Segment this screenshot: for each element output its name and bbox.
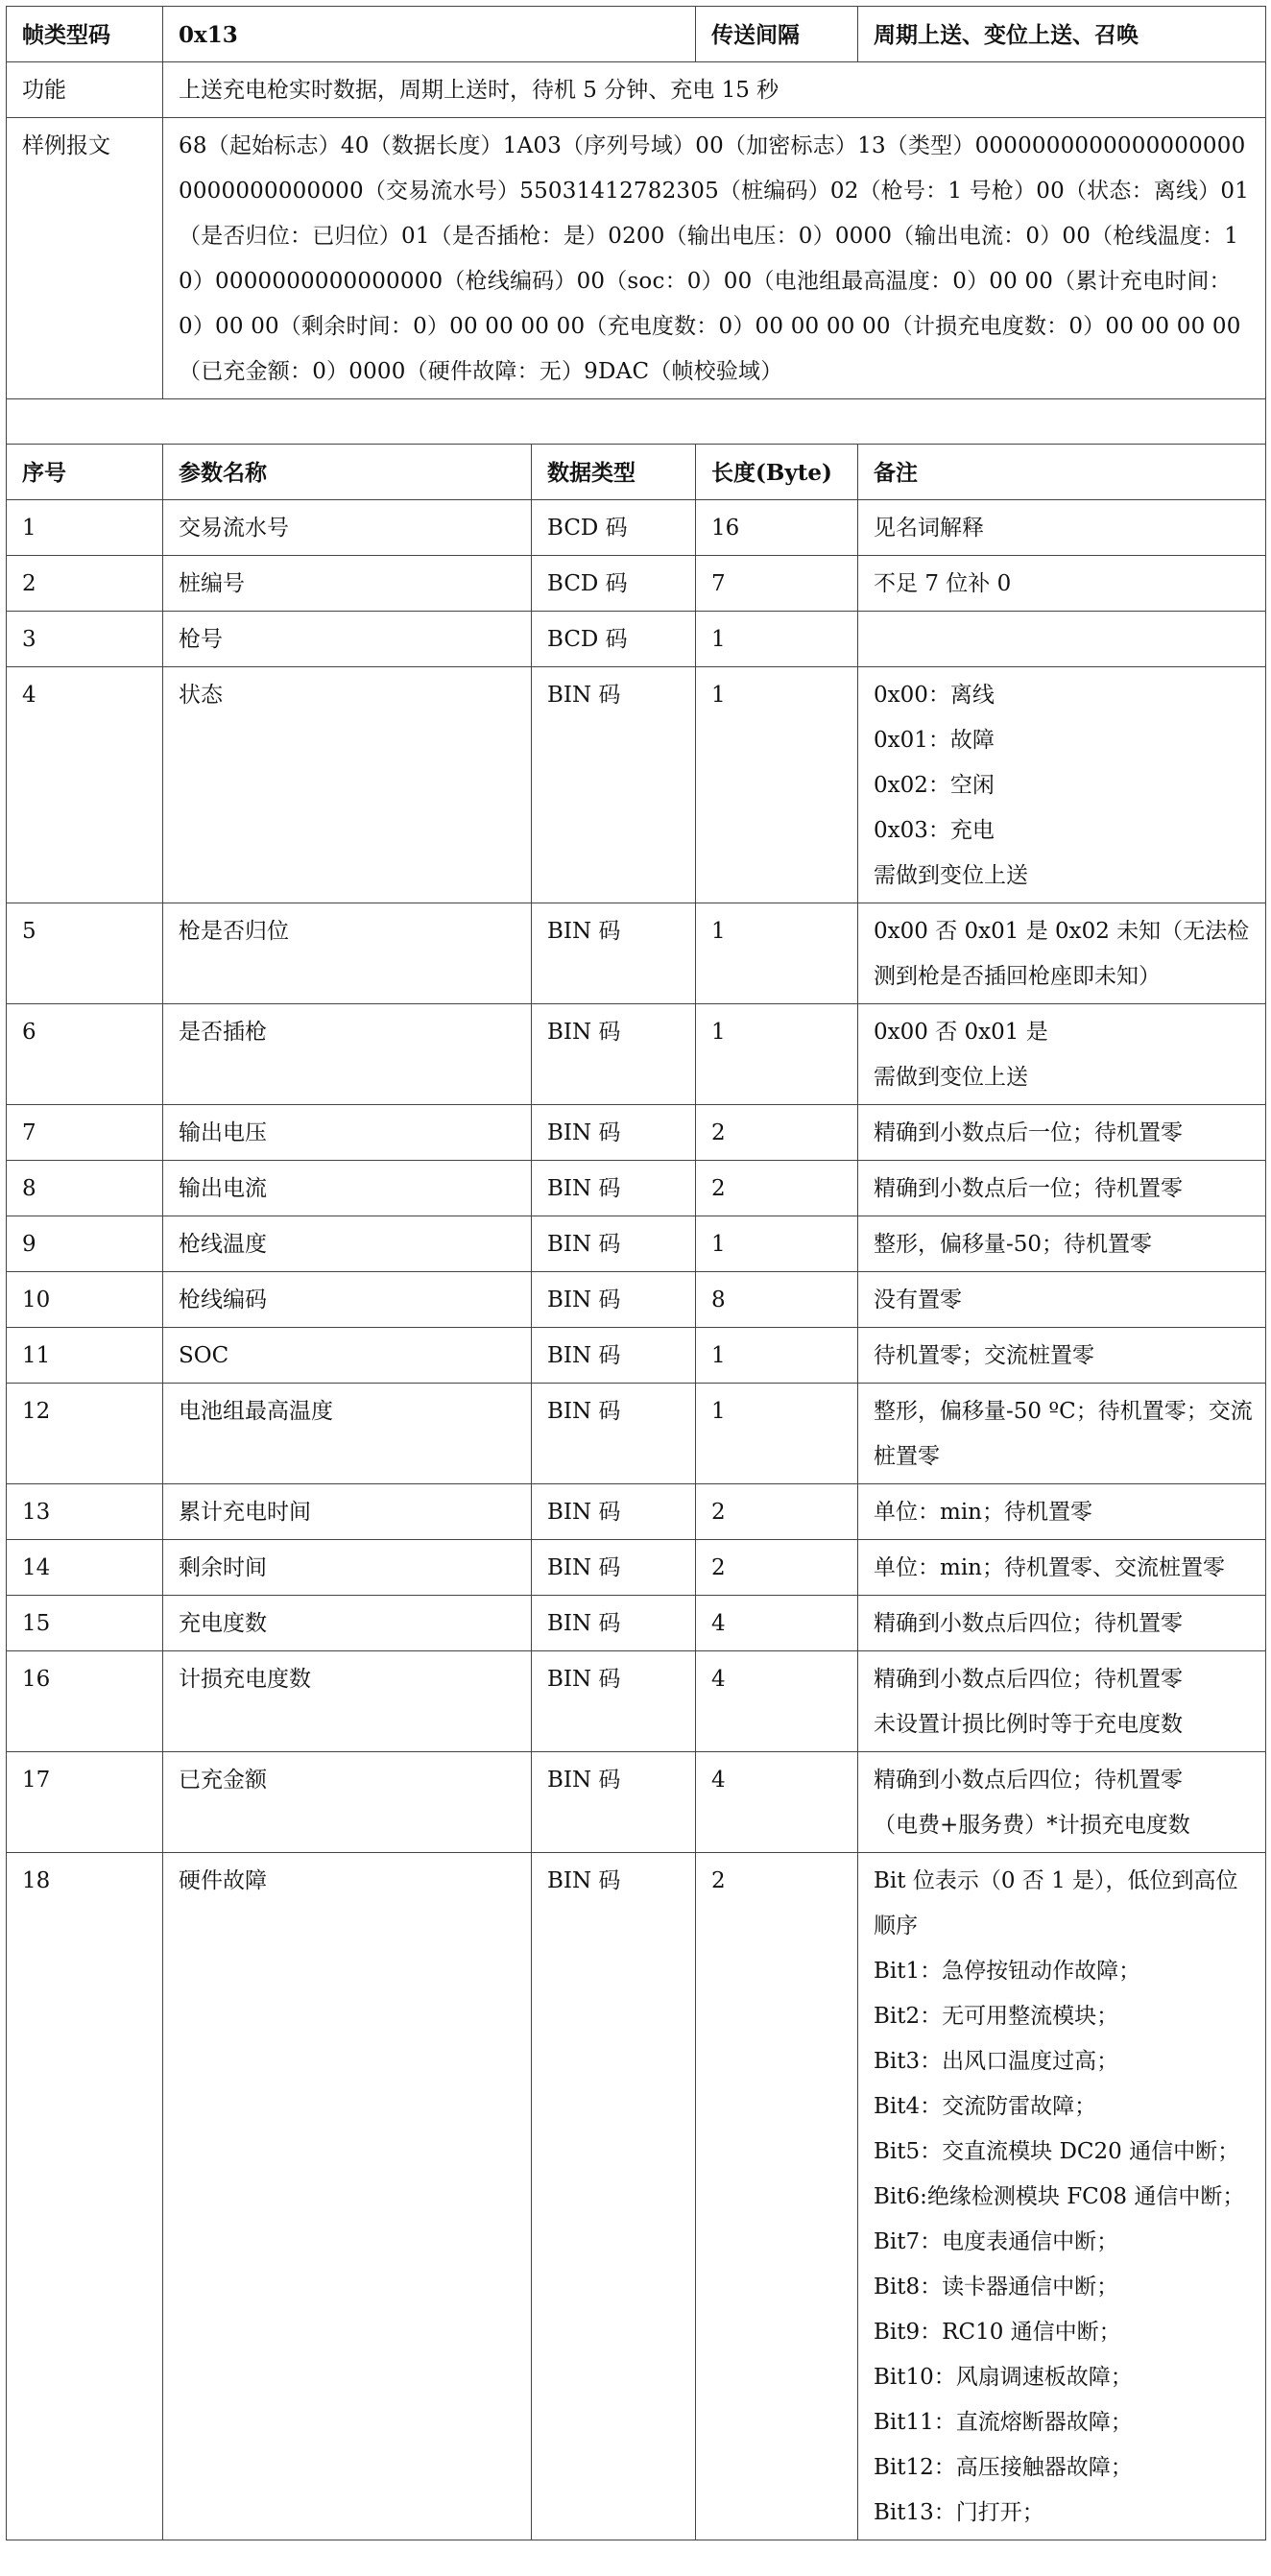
- cell-type: BIN 码: [532, 1752, 696, 1853]
- header-length: 长度(Byte): [696, 445, 858, 500]
- cell-index: 7: [7, 1105, 163, 1161]
- remark-line: Bit3：出风口温度过高；: [874, 2049, 1119, 2074]
- cell-index: 3: [7, 612, 163, 667]
- cell-name: 充电度数: [163, 1596, 532, 1651]
- cell-index: 15: [7, 1596, 163, 1651]
- cell-type: BCD 码: [532, 556, 696, 612]
- cell-name: 输出电流: [163, 1161, 532, 1216]
- cell-remark: [858, 500, 1266, 556]
- cell-name: 是否插枪: [163, 1004, 532, 1105]
- header-name: 参数名称: [163, 445, 532, 500]
- cell-index: 6: [7, 1004, 163, 1105]
- cell-remark: [858, 1161, 1266, 1216]
- cell-name: 输出电压: [163, 1105, 532, 1161]
- cell-type: BIN 码: [532, 1384, 696, 1484]
- cell-length: 4: [696, 1596, 858, 1651]
- remark-line: 精确到小数点后四位；待机置零: [874, 1667, 1184, 1692]
- table-row: [7, 903, 1266, 1004]
- remark-line: 整形，偏移量-50；待机置零: [874, 1232, 1153, 1257]
- cell-type: BIN 码: [532, 1596, 696, 1651]
- remark-line: 0x01：故障: [874, 728, 995, 753]
- cell-index: 13: [7, 1484, 163, 1540]
- table-row: [7, 1105, 1266, 1161]
- function-row: [7, 62, 1266, 118]
- table-row: [7, 1596, 1266, 1651]
- cell-name: 枪线温度: [163, 1216, 532, 1272]
- cell-length: 2: [696, 1853, 858, 2540]
- cell-remark: [858, 556, 1266, 612]
- cell-remark: [858, 1540, 1266, 1596]
- remark-line: Bit13：门打开；: [874, 2500, 1044, 2525]
- cell-type: BIN 码: [532, 1484, 696, 1540]
- cell-length: 8: [696, 1272, 858, 1328]
- remark-line: Bit2：无可用整流模块；: [874, 2004, 1119, 2029]
- table-row: [7, 556, 1266, 612]
- table-row: [7, 1328, 1266, 1384]
- remark-line: 未设置计损比例时等于充电度数: [874, 1712, 1184, 1737]
- cell-remark: [858, 1384, 1266, 1484]
- remark-line: 需做到变位上送: [874, 863, 1029, 888]
- cell-remark: [858, 1004, 1266, 1105]
- cell-name: 电池组最高温度: [163, 1384, 532, 1484]
- cell-length: 2: [696, 1105, 858, 1161]
- cell-index: 1: [7, 500, 163, 556]
- cell-index: 16: [7, 1651, 163, 1752]
- cell-length: 4: [696, 1651, 858, 1752]
- remark-line: 单位：min；待机置零: [874, 1500, 1092, 1525]
- cell-name: 剩余时间: [163, 1540, 532, 1596]
- sample-row: [7, 118, 1266, 399]
- frame-type-label: 帧类型码: [7, 7, 163, 62]
- remark-line: Bit 位表示（0 否 1 是），低位到高位顺序: [874, 1868, 1238, 1938]
- remark-line: 0x03：充电: [874, 818, 995, 843]
- cell-type: BIN 码: [532, 1272, 696, 1328]
- table-row: [7, 1540, 1266, 1596]
- cell-name: 硬件故障: [163, 1853, 532, 2540]
- cell-type: BCD 码: [532, 612, 696, 667]
- remark-line: Bit8：读卡器通信中断；: [874, 2275, 1119, 2299]
- remark-line: 不足 7 位补 0: [874, 571, 1012, 596]
- cell-name: 计损充电度数: [163, 1651, 532, 1752]
- cell-name: 桩编号: [163, 556, 532, 612]
- table-row: [7, 1272, 1266, 1328]
- cell-name: 枪号: [163, 612, 532, 667]
- cell-length: 1: [696, 903, 858, 1004]
- cell-remark: [858, 667, 1266, 903]
- cell-index: 8: [7, 1161, 163, 1216]
- remark-line: Bit11：直流熔断器故障；: [874, 2410, 1133, 2435]
- remark-line: Bit6:绝缘检测模块 FC08 通信中断；: [874, 2184, 1245, 2209]
- cell-index: 11: [7, 1328, 163, 1384]
- cell-name: SOC: [163, 1328, 532, 1384]
- table-row: [7, 667, 1266, 903]
- table-header-row: [7, 445, 1266, 500]
- table-row: [7, 1752, 1266, 1853]
- cell-length: 2: [696, 1161, 858, 1216]
- function-text: 上送充电枪实时数据，周期上送时，待机 5 分钟、充电 15 秒: [163, 62, 1266, 118]
- remark-line: 0x02：空闲: [874, 773, 995, 798]
- header-remark: 备注: [858, 445, 1266, 500]
- remark-line: Bit9：RC10 通信中断；: [874, 2320, 1121, 2345]
- table-row: [7, 500, 1266, 556]
- cell-index: 17: [7, 1752, 163, 1853]
- remark-line: 待机置零；交流桩置零: [874, 1343, 1095, 1368]
- cell-remark: [858, 1853, 1266, 2540]
- cell-index: 12: [7, 1384, 163, 1484]
- frame-type-row: [7, 7, 1266, 62]
- remark-line: 精确到小数点后一位；待机置零: [874, 1176, 1184, 1201]
- remark-line: 整形，偏移量-50 ºC；待机置零；交流桩置零: [874, 1399, 1253, 1469]
- table-row: [7, 1384, 1266, 1484]
- cell-index: 9: [7, 1216, 163, 1272]
- cell-length: 1: [696, 1384, 858, 1484]
- cell-length: 1: [696, 1328, 858, 1384]
- header-type: 数据类型: [532, 445, 696, 500]
- cell-remark: [858, 1651, 1266, 1752]
- interval-label: 传送间隔: [696, 7, 858, 62]
- sample-label: 样例报文: [7, 118, 163, 399]
- remark-line: 需做到变位上送: [874, 1065, 1029, 1090]
- cell-name: 交易流水号: [163, 500, 532, 556]
- remark-line: （电费+服务费）*计损充电度数: [874, 1813, 1190, 1838]
- remark-line: 没有置零: [874, 1288, 963, 1312]
- remark-line: Bit4：交流防雷故障；: [874, 2094, 1097, 2119]
- table-row: [7, 1651, 1266, 1752]
- cell-name: 枪是否归位: [163, 903, 532, 1004]
- cell-length: 1: [696, 1216, 858, 1272]
- cell-remark: [858, 612, 1266, 667]
- cell-type: BIN 码: [532, 1004, 696, 1105]
- cell-remark: [858, 1216, 1266, 1272]
- remark-line: Bit10：风扇调速板故障；: [874, 2365, 1133, 2390]
- cell-type: BIN 码: [532, 1161, 696, 1216]
- cell-type: BIN 码: [532, 903, 696, 1004]
- cell-type: BIN 码: [532, 1328, 696, 1384]
- cell-type: BIN 码: [532, 1105, 696, 1161]
- cell-type: BIN 码: [532, 1216, 696, 1272]
- cell-remark: [858, 1328, 1266, 1384]
- remark-line: 0x00 否 0x01 是 0x02 未知（无法检测到枪是否插回枪座即未知）: [874, 919, 1250, 989]
- sample-text: 68（起始标志）40（数据长度）1A03（序列号域）00（加密标志）13（类型）00000000000000000000000000000000（交易流水号）55031412782305（桩编码）02（枪号：1 号枪）00（状态：离线）01（是否归位：已归位）01（是否插枪：是）0200（输出电压：0）0000（输出电流：0）00（枪线温度：10）0000000000000000（枪线编码）00（soc：0）00（电池组最高温度：0）00 00（累计充电时间：0）00 00（剩余时间：0）00 00 00 00（充电度数：0）00 00 00 00（计损充电度数：0）00 00 00 00（已充金额：0）0000（硬件故障：无）9DAC（帧校验域）: [163, 118, 1266, 399]
- cell-type: BIN 码: [532, 1651, 696, 1752]
- cell-type: BIN 码: [532, 1853, 696, 2540]
- remark-line: 见名词解释: [874, 516, 985, 541]
- cell-length: 2: [696, 1484, 858, 1540]
- spacer-row: [7, 399, 1266, 445]
- cell-remark: [858, 1272, 1266, 1328]
- cell-name: 已充金额: [163, 1752, 532, 1853]
- remark-line: Bit12：高压接触器故障；: [874, 2455, 1133, 2480]
- table-row: [7, 1484, 1266, 1540]
- cell-length: 16: [696, 500, 858, 556]
- cell-name: 枪线编码: [163, 1272, 532, 1328]
- cell-remark: [858, 1105, 1266, 1161]
- cell-index: 18: [7, 1853, 163, 2540]
- cell-remark: [858, 903, 1266, 1004]
- cell-name: 状态: [163, 667, 532, 903]
- cell-type: BIN 码: [532, 1540, 696, 1596]
- cell-length: 1: [696, 1004, 858, 1105]
- cell-index: 2: [7, 556, 163, 612]
- cell-index: 10: [7, 1272, 163, 1328]
- cell-index: 14: [7, 1540, 163, 1596]
- header-index: 序号: [7, 445, 163, 500]
- remark-line: 0x00 否 0x01 是: [874, 1020, 1048, 1045]
- cell-index: 5: [7, 903, 163, 1004]
- remark-line: 精确到小数点后一位；待机置零: [874, 1120, 1184, 1145]
- cell-length: 2: [696, 1540, 858, 1596]
- cell-length: 1: [696, 612, 858, 667]
- table-row: [7, 1853, 1266, 2540]
- table-row: [7, 1216, 1266, 1272]
- cell-remark: [858, 1752, 1266, 1853]
- cell-type: BIN 码: [532, 667, 696, 903]
- interval-value: 周期上送、变位上送、召唤: [858, 7, 1266, 62]
- cell-length: 1: [696, 667, 858, 903]
- table-row: [7, 1161, 1266, 1216]
- cell-length: 7: [696, 556, 858, 612]
- remark-line: 精确到小数点后四位；待机置零: [874, 1611, 1184, 1636]
- frame-type-value: 0x13: [163, 7, 696, 62]
- cell-remark: [858, 1484, 1266, 1540]
- cell-type: BCD 码: [532, 500, 696, 556]
- cell-name: 累计充电时间: [163, 1484, 532, 1540]
- remark-line: 精确到小数点后四位；待机置零: [874, 1768, 1184, 1793]
- spacer-cell: [7, 399, 1266, 445]
- remark-line: 0x00：离线: [874, 683, 995, 708]
- cell-length: 4: [696, 1752, 858, 1853]
- table-row: [7, 1004, 1266, 1105]
- table-row: [7, 612, 1266, 667]
- remark-line: Bit7：电度表通信中断；: [874, 2229, 1119, 2254]
- cell-index: 4: [7, 667, 163, 903]
- remark-line: 单位：min；待机置零、交流桩置零: [874, 1555, 1225, 1580]
- remark-line: Bit1：急停按钮动作故障；: [874, 1959, 1141, 1984]
- frame-spec-table: [6, 6, 1266, 2540]
- cell-remark: [858, 1596, 1266, 1651]
- remark-line: Bit5：交直流模块 DC20 通信中断；: [874, 2139, 1240, 2164]
- function-label: 功能: [7, 62, 163, 118]
